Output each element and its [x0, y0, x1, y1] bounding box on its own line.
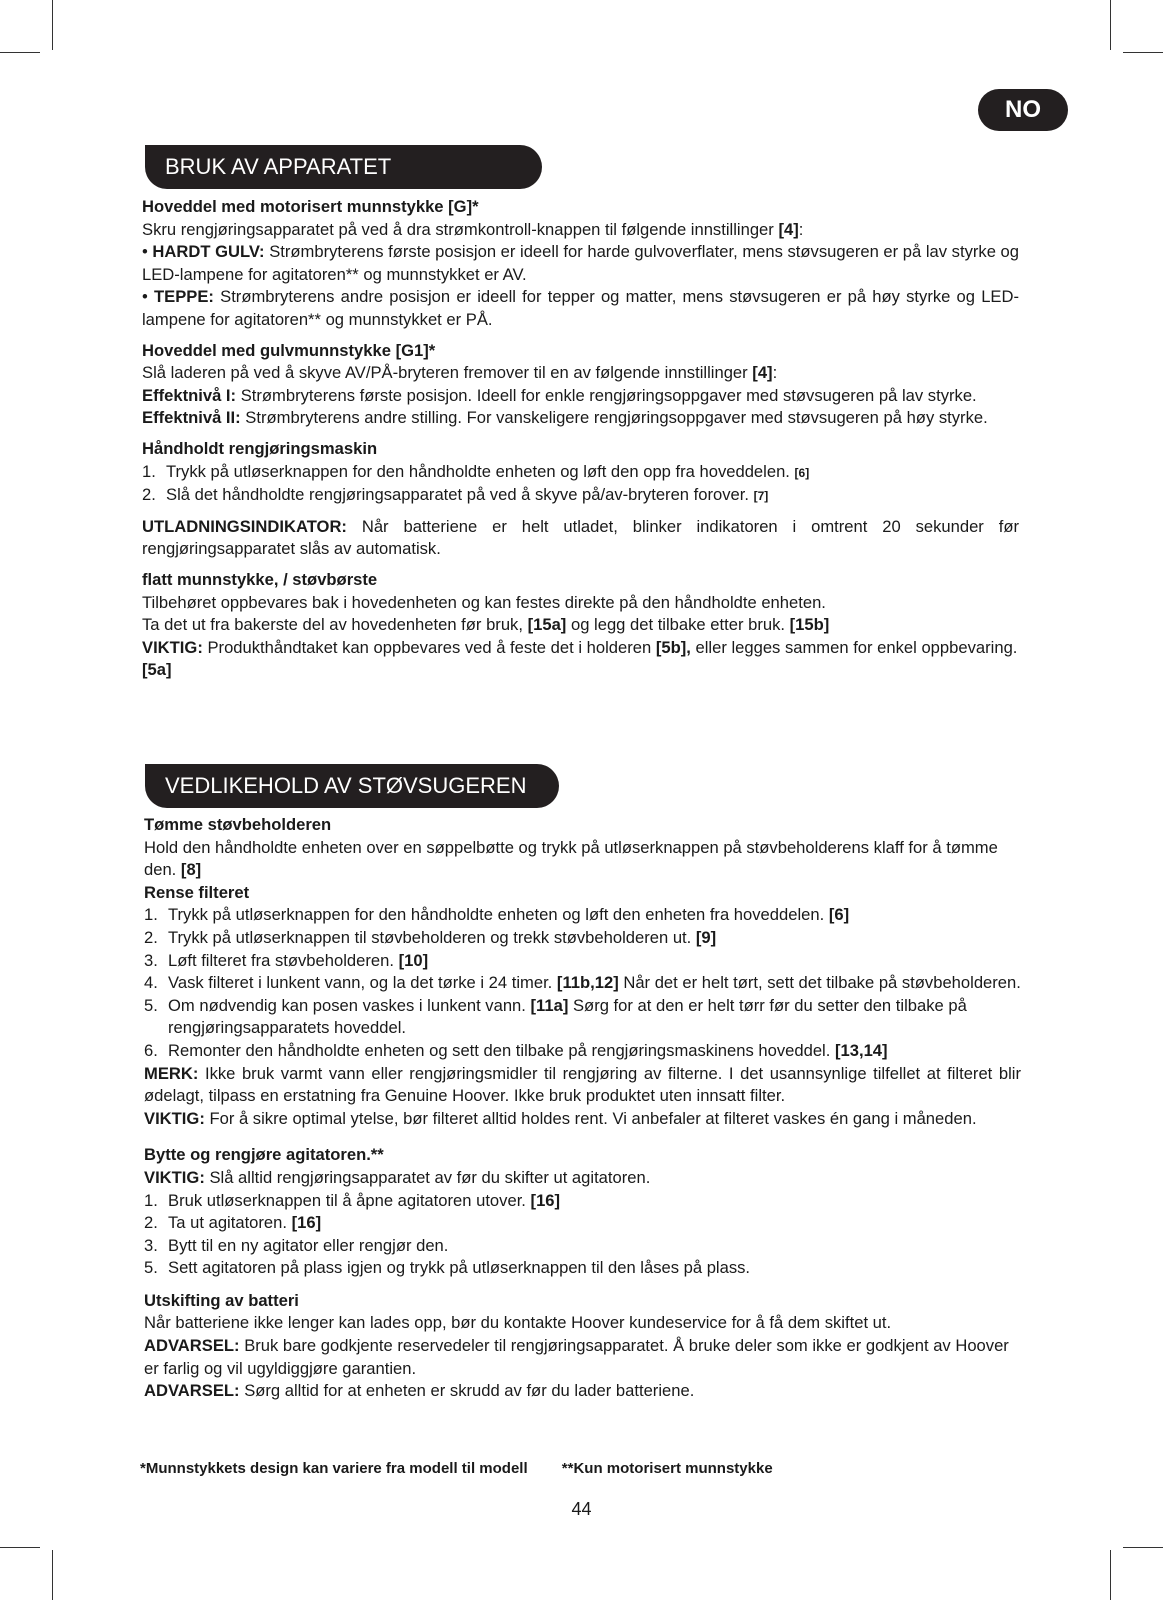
footnote-motorized: **Kun motorisert munnstykke — [561, 1460, 773, 1477]
warning: ADVARSEL: Sørg alltid for at enheten er skrudd av før du lader batteriene. — [144, 1381, 695, 1401]
paragraph: Når batteriene ikke lenger kan lades opp, bør du kontakte Hoover kundeservice for å få dem skiftet ut. — [144, 1313, 892, 1333]
crop-mark — [52, 1550, 53, 1600]
discharge-indicator: UTLADNINGSINDIKATOR: Når batteriene er helt utladet, blinker indikatoren i omtrent 20 sekunder før rengjøringsapparatet slås av automatisk. — [142, 516, 1019, 559]
bullet-hard-floor: • HARDT GULV: Strømbryterens første posisjon er ideell for harde gulvoverflater, mens støvsugeren er på lav styrke og LED-lampene for agitatoren** og munnstykket er AV. — [142, 242, 1020, 284]
paragraph: Slå laderen på ved å skyve AV/PÅ-bryteren fremover til en av følgende innstillinger [4]: — [142, 363, 778, 383]
crop-mark — [1123, 1547, 1163, 1548]
heading-battery: Utskifting av batteri — [144, 1290, 299, 1310]
list-item: 4. Vask filteret i lunkent vann, og la det tørke i 24 timer. [11b,12] Når det er helt tørt, sett det tilbake på støvbeholderen. — [144, 973, 1021, 993]
heading-handheld: Håndholdt rengjøringsmaskin — [142, 438, 378, 458]
power-level-1: Effektnivå I: Strømbryterens første posisjon. Ideell for enkle rengjøringsoppgaver med støvsugeren på lav styrke. — [142, 385, 977, 405]
power-level-2: Effektnivå II: Strømbryterens andre stilling. For vanskeligere rengjøringsoppgaver med støvsugeren på høy styrke. — [142, 408, 988, 428]
paragraph: Tilbehøret oppbevares bak i hovedenheten og kan festes direkte på den håndholdte enheten. — [142, 592, 826, 612]
section-title-usage: BRUK AV APPARATET — [145, 145, 542, 189]
heading-motorized-nozzle: Hoveddel med motorisert munnstykke [G]* — [142, 197, 479, 216]
list-item: 1. Trykk på utløserknappen for den håndholdte enheten og løft den enheten fra hoveddelen. [6] — [144, 905, 850, 925]
list-item: 1. Bruk utløserknappen til å åpne agitatoren utover. [16] — [144, 1190, 561, 1210]
paragraph: Ta det ut fra bakerste del av hovedenheten før bruk, [15a] og legg det tilbake etter bruk. [15b] — [142, 615, 830, 635]
heading-agitator: Bytte og rengjøre agitatoren.** — [144, 1145, 384, 1165]
footnote-design: *Munnstykkets design kan variere fra modell til modell — [140, 1460, 528, 1477]
language-badge: NO — [978, 89, 1068, 131]
crop-mark — [1110, 1550, 1111, 1600]
heading-clean-filter: Rense filteret — [144, 882, 250, 902]
list-item: 5. Om nødvendig kan posen vaskes i lunkent vann. [11a] Sørg for at den er helt tørr før du setter den tilbake på rengjøringsapparatets hoveddel. — [144, 995, 967, 1038]
bullet-carpet: • TEPPE: Strømbryterens andre posisjon er ideell for tepper og matter, mens støvsugeren er på høy styrke og LED-lampene for agitatoren** og munnstykket er PÅ. — [142, 287, 1019, 329]
agitator-steps-list — [144, 1190, 1021, 1280]
heading-floor-nozzle: Hoveddel med gulvmunnstykke [G1]* — [142, 340, 436, 360]
list-item: 3. Bytt til en ny agitator eller rengjør den. — [144, 1235, 449, 1255]
note: MERK: Ikke bruk varmt vann eller rengjøringsmidler til rengjøring av filterne. I det usannsynlige tilfellet at filteret blir ødelagt, tilpass en erstatning fra Genuine Hoover. Ikke bruk produktet uten innsatt filter. — [144, 1063, 1021, 1106]
section-title-maintenance: VEDLIKEHOLD AV STØVSUGEREN — [145, 764, 559, 808]
heading-flat-nozzle: flatt munnstykke, / støvbørste — [142, 569, 378, 589]
heading-empty-bin: Tømme støvbeholderen — [144, 815, 332, 834]
footnotes — [140, 1460, 773, 1477]
paragraph: Skru rengjøringsapparatet på ved å dra strømkontroll-knappen til følgende innstillinger [4]: — [142, 219, 804, 239]
warning: ADVARSEL: Bruk bare godkjente reservedeler til rengjøringsapparatet. Å bruke deler som ikke er godkjent av Hoover er farlig og vil ugyldiggjøre garantien. — [144, 1336, 1009, 1378]
crop-mark — [0, 52, 40, 53]
list-item: 2. Trykk på utløserknappen til støvbeholderen og trekk støvbeholderen ut. [9] — [144, 927, 717, 947]
crop-mark — [1123, 52, 1163, 53]
list-item: 6. Remonter den håndholdte enheten og sett den tilbake på rengjøringsmaskinens hoveddel. [13,14] — [144, 1040, 888, 1060]
list-item: 3. Løft filteret fra støvbeholderen. [10] — [144, 950, 429, 970]
list-item: 2. Slå det håndholdte rengjøringsapparatet på ved å skyve på/av-bryteren forover. [7] — [142, 485, 769, 505]
important-note: VIKTIG: Slå alltid rengjøringsapparatet av før du skifter ut agitatoren. — [144, 1167, 651, 1187]
list-item: 5. Sett agitatoren på plass igjen og trykk på utløserknappen til den låses på plass. — [144, 1258, 751, 1278]
list-item: 2. Ta ut agitatoren. [16] — [144, 1213, 322, 1233]
important-note: VIKTIG: Produkthåndtaket kan oppbevares ved å feste det i holderen [5b], eller legges sammen for enkel oppbevaring. [5a] — [142, 637, 1018, 680]
filter-steps-list — [144, 904, 1021, 1062]
page-number: 44 — [571, 1499, 592, 1519]
important-note: VIKTIG: For å sikre optimal ytelse, bør filteret alltid holdes rent. Vi anbefaler at filteret vaskes én gang i måneden. — [144, 1108, 977, 1128]
list-item: 1. Trykk på utløserknappen for den håndholdte enheten og løft den opp fra hoveddelen. [6] — [142, 461, 810, 481]
crop-mark — [1110, 0, 1111, 50]
maintenance-section-body — [144, 814, 1021, 1403]
crop-mark — [0, 1547, 40, 1548]
paragraph: Hold den håndholdte enheten over en søppelbøtte og trykk på utløserknappen på støvbeholderens klaff for å tømme den. [8] — [144, 837, 998, 880]
crop-mark — [52, 0, 53, 50]
usage-section-body — [142, 196, 1019, 682]
